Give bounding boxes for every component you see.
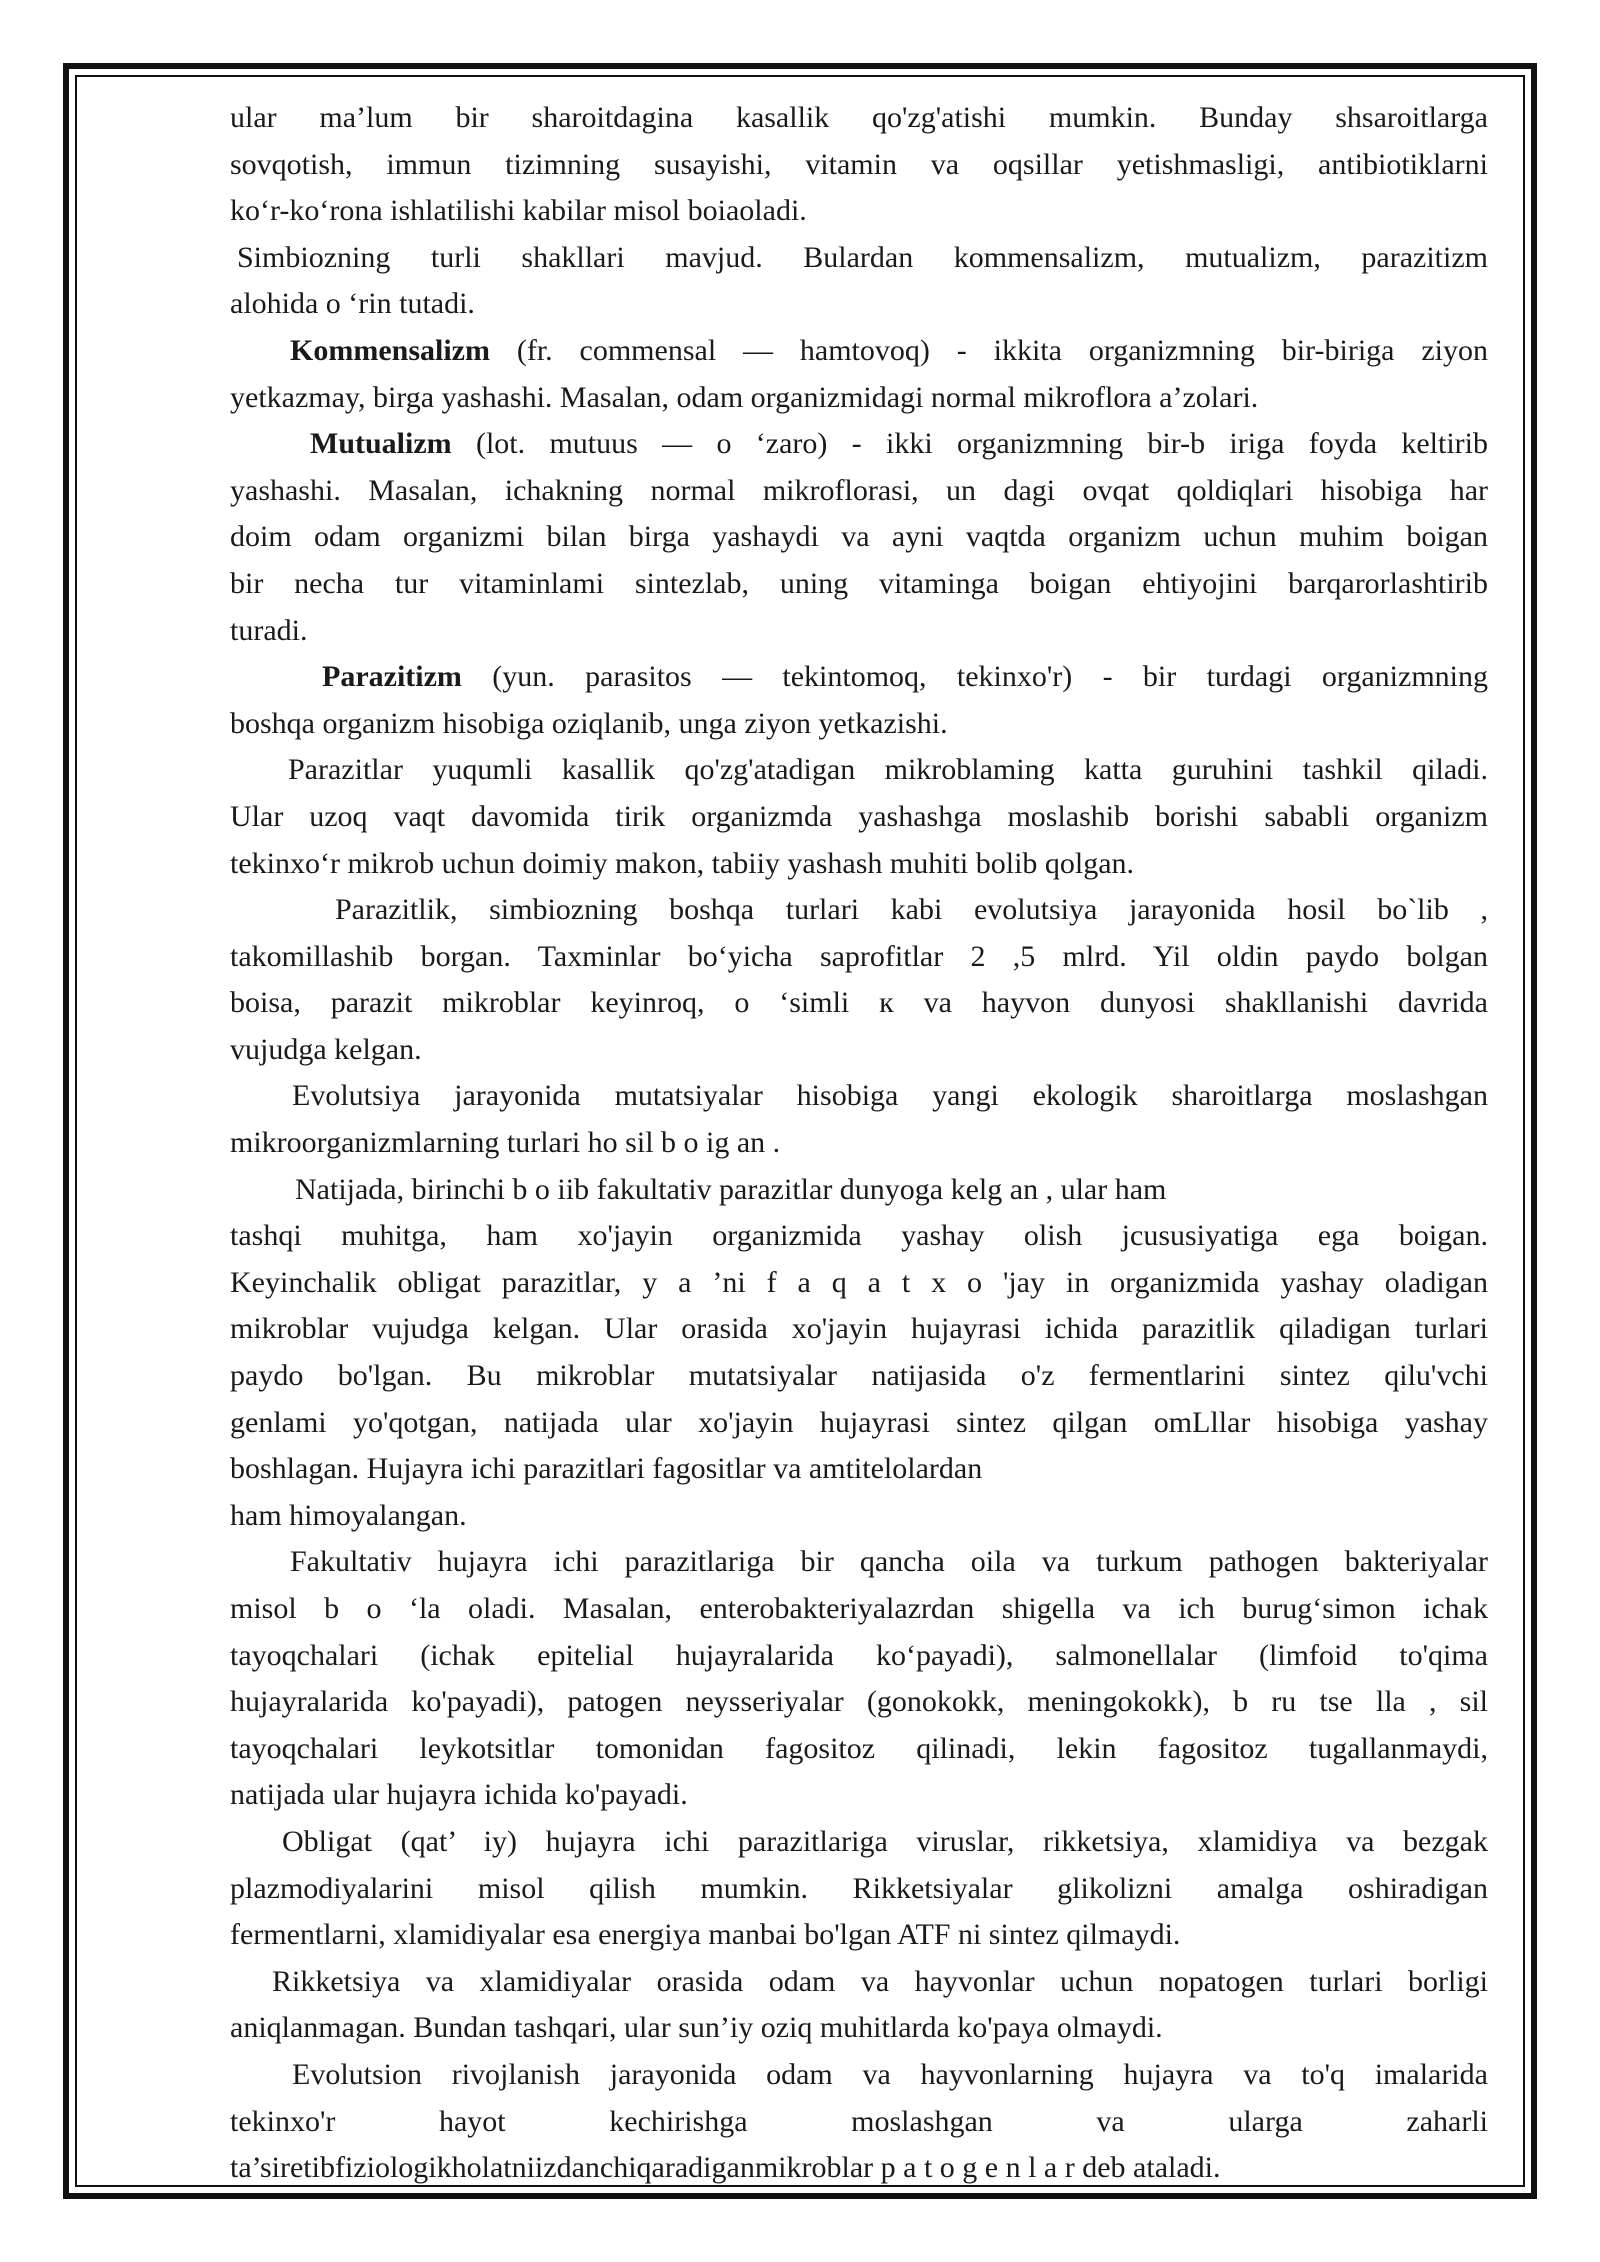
- text-line: [230, 468, 1488, 515]
- line-text: Parazitlik, simbiozning boshqa turlari kabi evolutsiya jarayonida hosil bo`lib ,: [335, 893, 1488, 927]
- line-text: Natijada, birinchi b o iib fakultativ parazitlar dunyoga kelg an , ular ham: [295, 1172, 1167, 1206]
- text-line: [230, 608, 1488, 655]
- line-text: doim odam organizmi bilan birga yashaydi va ayni vaqtda organizm uchun muhim boigan: [230, 520, 1488, 554]
- line-text: Parazitlar yuqumli kasallik qo'zg'atadigan mikroblaming katta guruhini tashkil qiladi.: [288, 753, 1488, 787]
- line-text: fermentlarni, xlamidiyalar esa energiya manbai bo'lgan ATF ni sintez qilmaydi.: [230, 1918, 1181, 1952]
- line-text: mikroorganizmlarning turlari ho sil b o ig an .: [230, 1126, 781, 1160]
- text-line: [230, 934, 1488, 981]
- text-line: [230, 142, 1488, 189]
- line-text: (yun. parasitos — tekintomoq, tekinxo'r) - bir turdagi organizmning: [461, 660, 1488, 694]
- line-text: tashqi muhitga, ham xo'jayin organizmida yashay olish jcususiyatiga ega boigan.: [230, 1219, 1488, 1253]
- text-line: [230, 421, 1488, 468]
- text-line: [230, 2099, 1488, 2146]
- term-heading: Mutualizm: [310, 427, 452, 461]
- text-line: [230, 701, 1488, 748]
- text-line: [230, 1260, 1488, 1307]
- text-line: [230, 1167, 1488, 1214]
- text-line: [230, 1866, 1488, 1913]
- paragraph: [230, 235, 1488, 328]
- text-line: [230, 887, 1488, 934]
- text-line: [230, 514, 1488, 561]
- term-heading: Kommensalizm: [290, 333, 490, 367]
- paragraph: [230, 1073, 1488, 1166]
- paragraph: [230, 1167, 1488, 1540]
- line-text: boshqa organizm hisobiga oziqlanib, unga ziyon yetkazishi.: [230, 706, 948, 740]
- text-line: [230, 1073, 1488, 1120]
- line-text: Evolutsion rivojlanish jarayonida odam va hayvonlarning hujayra va to'q imalarida: [292, 2057, 1488, 2091]
- paragraph: [230, 95, 1488, 235]
- text-line: [230, 1306, 1488, 1353]
- text-line: [230, 1353, 1488, 1400]
- line-text: misol b o ‘la oladi. Masalan, enterobakteriyalazrdan shigella va ich burug‘simon ichak: [230, 1592, 1488, 1625]
- paragraph: [230, 887, 1488, 1073]
- line-text: Fakultativ hujayra ichi parazitlariga bir qancha oila va turkum pathogen bakteriyalar: [290, 1545, 1488, 1579]
- text-line: [230, 747, 1488, 794]
- text-line: [230, 95, 1488, 142]
- text-line: [230, 1400, 1488, 1447]
- line-text: plazmodiyalarini misol qilish mumkin. Rikketsiyalar glikolizni amalga oshiradigan: [230, 1871, 1488, 1905]
- text-line: [230, 1819, 1488, 1866]
- text-line: [230, 654, 1488, 701]
- line-text: tayoqchalari (ichak epitelial hujayralarida ko‘payadi), salmonellalar (limfoid to'qima: [230, 1638, 1488, 1672]
- text-line: [230, 1586, 1488, 1633]
- text-line: [230, 1493, 1488, 1540]
- line-text: ko‘r-ko‘rona ishlatilishi kabilar misol boiaoladi.: [230, 194, 807, 228]
- text-line: [230, 1213, 1488, 1260]
- line-text: Obligat (qat’ iy) hujayra ichi parazitlariga viruslar, rikketsiya, xlamidiya va bezgak: [282, 1824, 1488, 1858]
- line-text: paydo bo'lgan. Bu mikroblar mutatsiyalar natijasida o'z fermentlarini sintez qilu'vchi: [230, 1359, 1488, 1393]
- text-line: [230, 1446, 1488, 1493]
- text-line: [230, 188, 1488, 235]
- line-text: sovqotish, immun tizimning susayishi, vitamin va oqsillar yetishmasligi, antibiotiklarni: [230, 147, 1488, 181]
- paragraph: [230, 328, 1488, 421]
- text-line: [230, 2145, 1488, 2192]
- line-text: ular ma’lum bir sharoitdagina kasallik qo'zg'atishi mumkin. Bunday shsaroitlarga: [230, 101, 1488, 134]
- paragraph: [230, 1959, 1488, 2052]
- line-text: ta’siretibfiziologikholatniizdanchiqaradiganmikroblar p a t o g e n l a r deb ataladi.: [230, 2151, 1221, 2185]
- line-text: boshlagan. Hujayra ichi parazitlari fagositlar va amtitelolardan: [230, 1452, 983, 1486]
- line-text: mikroblar vujudga kelgan. Ular orasida xo'jayin hujayrasi ichida parazitlik qiladigan turlari: [230, 1312, 1488, 1346]
- line-text: turadi.: [230, 613, 308, 647]
- line-text: tekinxo'r hayot kechirishga moslashgan va ularga zaharli: [230, 2104, 1488, 2138]
- paragraph: [230, 654, 1488, 747]
- line-text: (fr. commensal — hamtovoq) - ikkita organizmning bir-biriga ziyon: [489, 333, 1488, 367]
- line-text: Evolutsiya jarayonida mutatsiyalar hisobiga yangi ekologik sharoitlarga moslashgan: [292, 1079, 1488, 1113]
- line-text: bir necha tur vitaminlami sintezlab, uning vitaminga boigan ehtiyojini barqarorlashtirib: [230, 566, 1488, 600]
- line-text: Rikketsiya va xlamidiyalar orasida odam va hayvonlar uchun nopatogen turlari borligi: [272, 1964, 1488, 1998]
- paragraph: [230, 2052, 1488, 2192]
- paragraph: [230, 747, 1488, 887]
- text-line: [230, 328, 1488, 375]
- line-text: tekinxo‘r mikrob uchun doimiy makon, tabiiy yashash muhiti bolib qolgan.: [230, 846, 1135, 880]
- line-text: Keyinchalik obligat parazitlar, y a ’ni f a q a t x o 'jay in organizmida yashay oladigan: [230, 1265, 1488, 1299]
- line-text: natijada ular hujayra ichida ko'payadi.: [230, 1778, 688, 1812]
- line-text: tayoqchalari leykotsitlar tomonidan fagositoz qilinadi, lekin fagositoz tugallanmaydi,: [230, 1731, 1488, 1765]
- text-line: [230, 1679, 1488, 1726]
- text-line: [230, 1959, 1488, 2006]
- line-text: vujudga kelgan.: [230, 1032, 422, 1066]
- text-line: [230, 1027, 1488, 1074]
- line-text: boisa, parazit mikroblar keyinroq, o ‘simli к va hayvon dunyosi shakllanishi davrida: [230, 986, 1488, 1020]
- text-line: [230, 375, 1488, 422]
- term-heading: Parazitizm: [322, 660, 462, 694]
- text-line: [230, 235, 1488, 282]
- text-line: [230, 841, 1488, 888]
- line-text: ham himoyalangan.: [230, 1498, 467, 1532]
- text-line: [230, 2052, 1488, 2099]
- text-line: [230, 1772, 1488, 1819]
- text-line: [230, 2005, 1488, 2052]
- line-text: yashashi. Masalan, ichakning normal mikroflorasi, un dagi ovqat qoldiqlari hisobiga har: [230, 473, 1488, 507]
- text-line: [230, 1726, 1488, 1773]
- line-text: (lot. mutuus — o ‘zaro) - ikki organizmning bir-b iriga foyda keltirib: [451, 427, 1488, 461]
- line-text: yetkazmay, birga yashashi. Masalan, odam organizmidagi normal mikroflora a’zolari.: [230, 380, 1259, 414]
- line-text: takomillashib borgan. Taxminlar bo‘yicha saprofitlar 2 ,5 mlrd. Yil oldin paydo bolgan: [230, 939, 1488, 973]
- line-text: Simbiozning turli shakllari mavjud. Bulardan kommensalizm, mutualizm, parazitizm: [237, 240, 1488, 274]
- line-text: aniqlanmagan. Bundan tashqari, ular sun’iy oziq muhitlarda ko'paya olmaydi.: [230, 2011, 1163, 2045]
- line-text: Ular uzoq vaqt davomida tirik organizmda yashashga moslashib borishi sababli organizm: [230, 799, 1488, 833]
- paragraph: [230, 1819, 1488, 1959]
- line-text: hujayralarida ko'payadi), patogen neysseriyalar (gonokokk, meningokokk), b ru tse lla , sil: [230, 1685, 1488, 1719]
- text-line: [230, 1539, 1488, 1586]
- text-line: [230, 1120, 1488, 1167]
- text-line: [230, 1633, 1488, 1680]
- text-line: [230, 794, 1488, 841]
- document-body: [230, 95, 1488, 2192]
- text-line: [230, 980, 1488, 1027]
- paragraph: [230, 421, 1488, 654]
- line-text: alohida o ‘rin tutadi.: [230, 287, 475, 321]
- text-line: [230, 561, 1488, 608]
- line-text: genlami yo'qotgan, natijada ular xo'jayin hujayrasi sintez qilgan omLllar hisobiga yashay: [230, 1405, 1488, 1439]
- text-line: [230, 1912, 1488, 1959]
- text-line: [230, 281, 1488, 328]
- paragraph: [230, 1539, 1488, 1819]
